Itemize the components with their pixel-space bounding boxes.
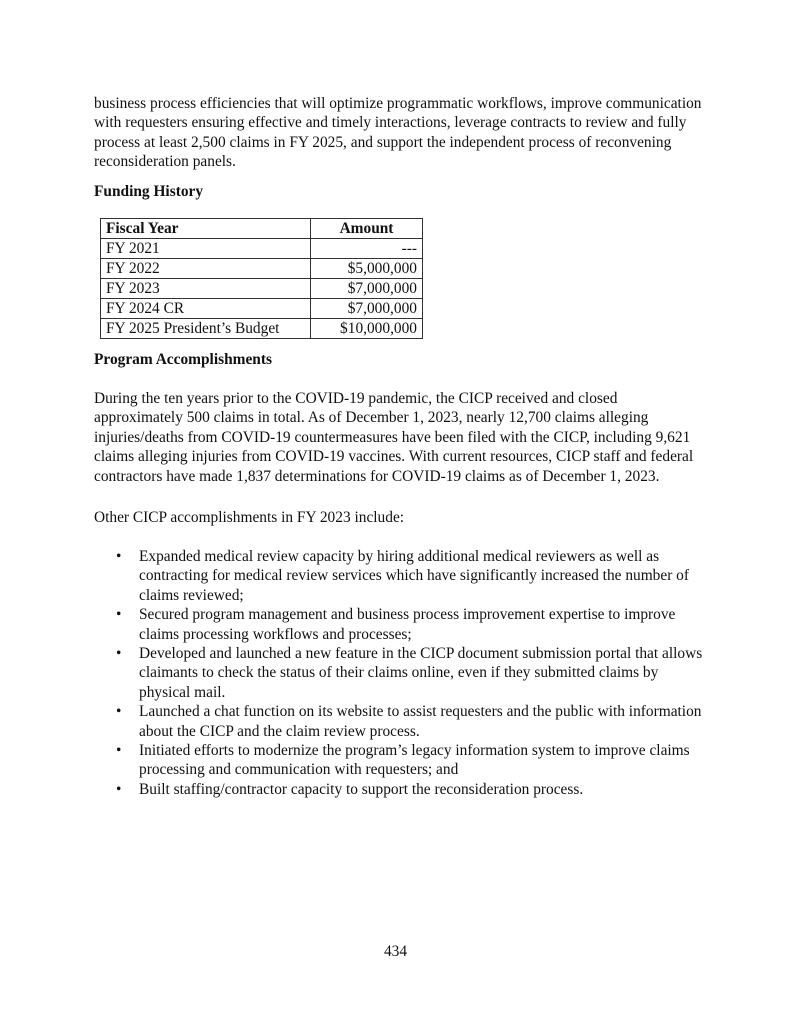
list-item-text: Expanded medical review capacity by hiring additional medical reviewers as well as contracting for medical review services which have significantly increased the number of claims reviewed; [139,548,689,604]
column-header-fiscal-year: Fiscal Year [101,219,311,239]
amount-cell: $10,000,000 [311,319,423,339]
bullet-icon: • [116,742,122,760]
page-number: 434 [383,943,408,960]
accomplishments-list [94,547,704,799]
intro-paragraph: business process efficiencies that will optimize programmatic workflows, improve communication with requesters ensuring effective and timely interactions, leverage contracts to review and fully process at least 2,500 claims in FY 2025, and support the independent process of reconvening reconsideration panels. [94,95,702,171]
bullet-icon: • [116,606,122,624]
program-accomplishments-heading: Program Accomplishments [94,351,272,368]
list-item-text: Launched a chat function on its website to assist requesters and the public with information about the CICP and the claim review process. [139,703,702,740]
list-item-text: Initiated efforts to modernize the program’s legacy information system to improve claims processing and communication with requesters; and [139,742,690,779]
amount-cell: --- [311,239,423,259]
bullet-icon: • [116,780,122,798]
table-row [101,299,423,319]
amount-cell: $7,000,000 [311,299,423,319]
table-row [101,319,423,339]
fiscal-year-cell: FY 2022 [101,259,311,279]
fiscal-year-cell: FY 2024 CR [101,299,311,319]
fiscal-year-cell: FY 2025 President’s Budget [101,319,311,339]
list-item-text: Secured program management and business process improvement expertise to improve claims processing workflows and processes; [139,606,676,643]
list-item [94,780,704,799]
funding-history-table [100,218,423,339]
funding-history-heading: Funding History [94,183,204,200]
fiscal-year-cell: FY 2021 [101,239,311,259]
list-item [94,702,704,741]
list-item [94,741,704,780]
list-item-text: Developed and launched a new feature in the CICP document submission portal that allows claimants to check the status of their claims online, even if they submitted claims by physical mail. [139,645,703,701]
amount-cell: $7,000,000 [311,279,423,299]
list-item [94,644,704,702]
other-accomplishments-intro: Other CICP accomplishments in FY 2023 include: [94,509,405,526]
table-row [101,239,423,259]
accomplishments-paragraph: During the ten years prior to the COVID-19 pandemic, the CICP received and closed approximately 500 claims in total. As of December 1, 2023, nearly 12,700 claims alleging injuries/deaths from COVID-19 countermeasures have been filed with the CICP, including 9,621 claims alleging injuries from COVID-19 vaccines. With current resources, CICP staff and federal contractors have made 1,837 determinations for COVID-19 claims as of December 1, 2023. [94,390,694,485]
list-item [94,547,704,605]
list-item [94,605,704,644]
table-row [101,259,423,279]
list-item-text: Built staffing/contractor capacity to support the reconsideration process. [139,780,584,798]
bullet-icon: • [116,703,122,721]
bullet-icon: • [116,645,122,663]
column-header-amount: Amount [311,219,423,239]
fiscal-year-cell: FY 2023 [101,279,311,299]
amount-cell: $5,000,000 [311,259,423,279]
table-header-row [101,219,423,239]
bullet-icon: • [116,548,122,565]
table-row [101,279,423,299]
